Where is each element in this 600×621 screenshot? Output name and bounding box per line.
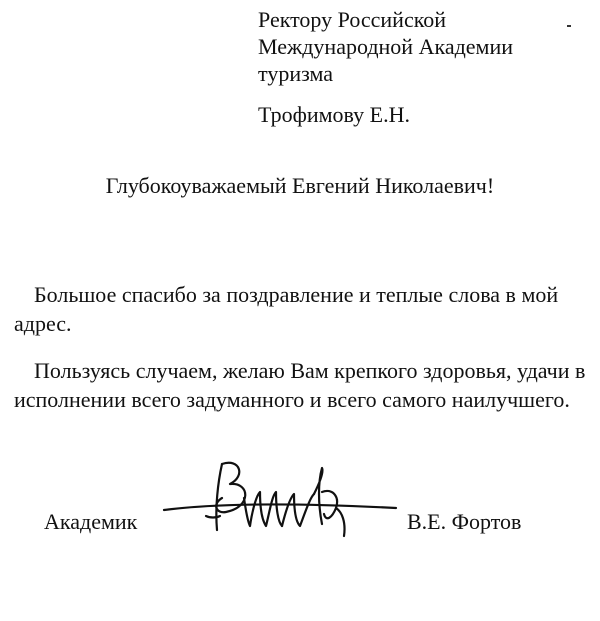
body-paragraph-2: Пользуясь случаем, желаю Вам крепкого здоровья, удачи в исполнении всего задуманного и всего самого наилучшего. (14, 358, 586, 412)
scan-speck (567, 25, 571, 27)
signer-name: В.Е. Фортов (407, 509, 522, 534)
addressee-line-1: Ректору Российской (258, 7, 447, 32)
addressee-line-2: Международной Академии (258, 34, 514, 59)
body-paragraph-1: Большое спасибо за поздравление и теплые слова в мой адрес. (14, 282, 559, 336)
handwritten-signature-icon (160, 452, 400, 552)
signer-title: Академик (44, 509, 138, 534)
addressee-name: Трофимову Е.Н. (258, 102, 411, 127)
addressee-line-3: туризма (258, 61, 334, 86)
addressee-block (258, 6, 513, 128)
salutation: Глубокоуважаемый Евгений Николаевич! (105, 173, 495, 198)
